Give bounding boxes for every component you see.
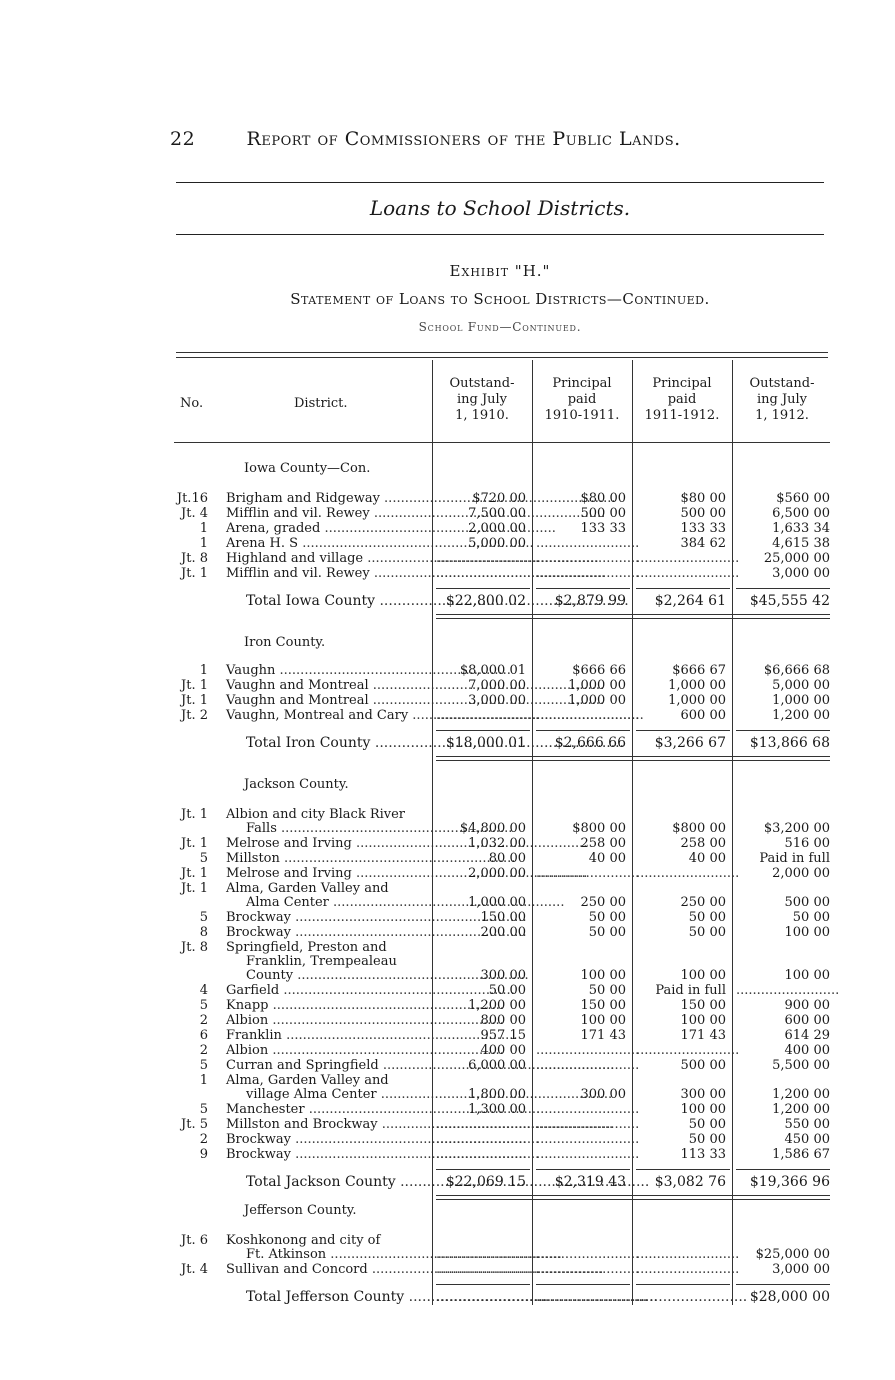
total-rule: [536, 730, 630, 731]
total-rule: [736, 588, 830, 589]
county-heading: Jackson County.: [244, 777, 349, 792]
district-name: Sullivan and Concord .....: [226, 1263, 432, 1277]
row-number: 5: [199, 1102, 208, 1117]
cell-c3: 600 00: [680, 708, 726, 723]
cell-c3: 40 00: [688, 851, 726, 866]
cell-c4: 500 00: [784, 895, 830, 910]
column-divider: [732, 360, 733, 1305]
district-name: Garfield .....: [226, 984, 432, 998]
cell-c4: 900 00: [784, 998, 830, 1013]
total-rule: [636, 1284, 730, 1285]
total-rule: [636, 730, 730, 731]
row-number: Jt. 2: [181, 708, 208, 723]
row-number: Jt. 1: [181, 866, 208, 881]
total-c4: $28,000 00: [749, 1289, 830, 1305]
district-name: Brockway .....: [226, 1133, 432, 1147]
header-rule: [176, 182, 824, 183]
row-number: 1: [199, 521, 208, 536]
district-name-continued: village Alma Center .....: [246, 1088, 432, 1102]
row-number: 2: [199, 1043, 208, 1058]
total-rule: [536, 588, 630, 589]
column-header-paid-1911-1912: [636, 376, 728, 424]
row-number: 2: [199, 1132, 208, 1147]
table-top-rule: [176, 352, 828, 358]
cell-c2: 300 00: [580, 1087, 626, 1102]
column-header-paid-1910-1911: [536, 376, 628, 424]
row-number: Jt. 1: [181, 881, 208, 896]
row-number: 5: [199, 851, 208, 866]
header-line: ing July: [756, 392, 808, 407]
cell-c1: 1,300 00: [468, 1102, 526, 1117]
total-rule: [536, 1284, 630, 1285]
row-number: Jt. 8: [181, 551, 208, 566]
total-c1: $18,000 01: [445, 735, 526, 751]
total-rule: [736, 1284, 830, 1285]
cell-c4: 1,200 00: [772, 1102, 830, 1117]
cell-c2: 250 00: [580, 895, 626, 910]
cell-c1: 1,032 00: [468, 836, 526, 851]
cell-c4: 516 00: [784, 836, 830, 851]
column-header-district: District.: [294, 396, 348, 411]
cell-c1: 50 00: [488, 983, 526, 998]
district-name: Vaughn, Montreal and Cary .....: [226, 709, 432, 723]
cell-c1: 2,000 00: [468, 521, 526, 536]
header-bottom-rule: [174, 442, 830, 443]
cell-c1: 150 00: [480, 910, 526, 925]
cell-c4: 550 00: [784, 1117, 830, 1132]
row-number: Jt. 6: [181, 1233, 208, 1248]
header-line: 1910-1911.: [544, 408, 620, 423]
cell-c2: $800 00: [572, 821, 626, 836]
section-title: Loans to School Districts.: [369, 196, 631, 220]
cell-c3: 133 33: [680, 521, 726, 536]
page-number: 22: [170, 128, 196, 150]
county-total-label: Total Iowa County .....: [246, 594, 434, 608]
cell-c4: 3,000 00: [772, 566, 830, 581]
total-c4: $45,555 42: [749, 593, 830, 609]
district-name: Vaughn .....: [226, 664, 432, 678]
cell-c1: 1,200 00: [468, 998, 526, 1013]
row-number: Jt. 4: [181, 506, 208, 521]
district-name: Brigham and Ridgeway .....: [226, 492, 432, 506]
row-number: Jt. 1: [181, 693, 208, 708]
cell-c1: 7,500 00: [468, 506, 526, 521]
total-c2: .........................: [536, 1289, 648, 1305]
cell-c4: $6,666 68: [763, 663, 830, 678]
cell-c1: 5,000 00: [468, 536, 526, 551]
cell-c1: 400 00: [480, 1043, 526, 1058]
district-name-continued: Ft. Atkinson .....: [246, 1248, 432, 1262]
cell-c4: 5,500 00: [772, 1058, 830, 1073]
row-number: 5: [199, 910, 208, 925]
cell-c1: 1,000 00: [468, 895, 526, 910]
cell-c1: .........................: [436, 1262, 540, 1277]
total-c3: $3,082 76: [654, 1174, 726, 1190]
cell-c3: 150 00: [680, 998, 726, 1013]
cell-c1: 800 00: [480, 1013, 526, 1028]
total-c1: $22,069 15: [445, 1174, 526, 1190]
total-double-rule: [436, 1195, 830, 1200]
header-line: Principal: [652, 376, 712, 391]
cell-c4: .........................: [736, 983, 840, 998]
cell-c2: 500 00: [580, 506, 626, 521]
cell-c3: .........................: [636, 1247, 740, 1262]
district-name: Curran and Springfield .....: [226, 1059, 432, 1073]
cell-c2: .........................: [536, 1117, 640, 1132]
district-name-continued: Franklin, Trempealeau: [246, 954, 397, 969]
county-total-label: Total Jackson County .....: [246, 1175, 434, 1189]
cell-c2: 133 33: [580, 521, 626, 536]
total-rule: [436, 588, 530, 589]
header-line: paid: [667, 392, 697, 407]
cell-c3: 50 00: [688, 925, 726, 940]
row-number: 9: [199, 1147, 208, 1162]
district-name: Manchester .....: [226, 1103, 432, 1117]
district-name: Springfield, Preston and: [226, 940, 387, 955]
header-line: paid: [567, 392, 597, 407]
cell-c2: .........................: [536, 708, 640, 723]
cell-c3: 50 00: [688, 1132, 726, 1147]
total-rule: [436, 1284, 530, 1285]
cell-c4: 50 00: [792, 910, 830, 925]
total-rule: [436, 1169, 530, 1170]
cell-c4: 4,615 38: [772, 536, 830, 551]
cell-c1: 2,000 00: [468, 866, 526, 881]
cell-c4: 1,200 00: [772, 1087, 830, 1102]
row-number: Jt. 1: [181, 836, 208, 851]
cell-c3: 100 00: [680, 968, 726, 983]
cell-c3: $666 67: [672, 663, 726, 678]
cell-c4: 450 00: [784, 1132, 830, 1147]
header-line: 1, 1910.: [455, 408, 509, 423]
district-name: Melrose and Irving .....: [226, 837, 432, 851]
cell-c3: 250 00: [680, 895, 726, 910]
district-name: Brockway .....: [226, 926, 432, 940]
cell-c3: .........................: [636, 551, 740, 566]
total-c3: $3,266 67: [654, 735, 726, 751]
cell-c3: 1,000 00: [668, 678, 726, 693]
cell-c2: .........................: [536, 1147, 640, 1162]
total-c1: .........................: [436, 1289, 548, 1305]
total-c1: $22,800 02: [445, 593, 526, 609]
column-header-outstanding-1912: [736, 376, 828, 424]
district-name: Brockway .....: [226, 1148, 432, 1162]
total-c4: $13,866 68: [749, 735, 830, 751]
county-heading: Iowa County—Con.: [244, 461, 371, 476]
district-name: Vaughn and Montreal .....: [226, 694, 432, 708]
cell-c2: .........................: [536, 1043, 640, 1058]
district-name: Arena, graded .....: [226, 522, 432, 536]
district-name: Alma, Garden Valley and: [226, 881, 389, 896]
district-name: Albion and city Black River: [226, 807, 406, 822]
row-number: 1: [199, 536, 208, 551]
total-rule: [436, 730, 530, 731]
cell-c2: 1,000 00: [568, 693, 626, 708]
district-name: Melrose and Irving .....: [226, 867, 432, 881]
column-divider: [632, 360, 633, 1305]
header-line: Principal: [552, 376, 612, 391]
row-number: 2: [199, 1013, 208, 1028]
cell-c2: .........................: [536, 1247, 640, 1262]
county-heading: Jefferson County.: [244, 1203, 357, 1218]
county-total-label: Total Jefferson County .....: [246, 1290, 434, 1304]
district-name-continued: Alma Center .....: [246, 896, 432, 910]
cell-c3: $800 00: [672, 821, 726, 836]
district-name: Albion .....: [226, 1044, 432, 1058]
cell-c3: 50 00: [688, 910, 726, 925]
cell-c4: $25,000 00: [755, 1247, 830, 1262]
cell-c3: 258 00: [680, 836, 726, 851]
cell-c4: 100 00: [784, 968, 830, 983]
row-number: 1: [199, 663, 208, 678]
cell-c1: 300 00: [480, 968, 526, 983]
cell-c3: 113 33: [680, 1147, 726, 1162]
cell-c3: 171 43: [680, 1028, 726, 1043]
row-number: 6: [199, 1028, 208, 1043]
district-name: Franklin .....: [226, 1029, 432, 1043]
district-name: Koshkonong and city of: [226, 1233, 381, 1248]
cell-c4: $3,200 00: [763, 821, 830, 836]
cell-c3: 500 00: [680, 1058, 726, 1073]
cell-c4: $560 00: [776, 491, 830, 506]
cell-c4: Paid in full: [759, 851, 830, 866]
cell-c3: .........................: [636, 1043, 740, 1058]
row-number: Jt. 8: [181, 940, 208, 955]
total-double-rule: [436, 614, 830, 619]
cell-c4: 614 29: [784, 1028, 830, 1043]
cell-c4: 1,000 00: [772, 693, 830, 708]
cell-c3: 300 00: [680, 1087, 726, 1102]
row-number: Jt.16: [176, 491, 208, 506]
cell-c4: 600 00: [784, 1013, 830, 1028]
cell-c2: 258 00: [580, 836, 626, 851]
cell-c4: 1,633 34: [772, 521, 830, 536]
cell-c1: .........................: [436, 1147, 540, 1162]
cell-c3: 1,000 00: [668, 693, 726, 708]
total-c3: $2,264 61: [654, 593, 726, 609]
cell-c1: 6,000 00: [468, 1058, 526, 1073]
total-rule: [636, 1169, 730, 1170]
cell-c2: 50 00: [588, 983, 626, 998]
district-name: Mifflin and vil. Rewey .....: [226, 567, 432, 581]
district-name: Knapp .....: [226, 999, 432, 1013]
district-name: Arena H. S .....: [226, 537, 432, 551]
cell-c4: 100 00: [784, 925, 830, 940]
header-line: Outstand-: [449, 376, 515, 391]
cell-c1: .........................: [436, 1117, 540, 1132]
cell-c3: 100 00: [680, 1013, 726, 1028]
district-name: Brockway .....: [226, 911, 432, 925]
district-name: Highland and village .....: [226, 552, 432, 566]
district-name-continued: Falls .....: [246, 822, 432, 836]
total-c2: $2,319 43: [554, 1174, 626, 1190]
cell-c1: $8,000 01: [459, 663, 526, 678]
cell-c4: 25,000 00: [763, 551, 830, 566]
cell-c1: 200 00: [480, 925, 526, 940]
column-header-outstanding-1910: [436, 376, 528, 424]
cell-c4: 1,200 00: [772, 708, 830, 723]
row-number: 5: [199, 998, 208, 1013]
cell-c1: $4,800 00: [459, 821, 526, 836]
cell-c1: .........................: [436, 1247, 540, 1262]
cell-c1: 7,000 00: [468, 678, 526, 693]
cell-c2: .........................: [536, 1262, 640, 1277]
row-number: 1: [199, 1073, 208, 1088]
cell-c3: .........................: [636, 566, 740, 581]
running-header: [170, 128, 770, 150]
cell-c4: 1,586 67: [772, 1147, 830, 1162]
cell-c3: 50 00: [688, 1117, 726, 1132]
cell-c2: 100 00: [580, 1013, 626, 1028]
district-name: Vaughn and Montreal .....: [226, 679, 432, 693]
cell-c2: 40 00: [588, 851, 626, 866]
cell-c2: .........................: [536, 566, 640, 581]
fund-label: School Fund—Continued.: [418, 320, 582, 334]
exhibit-label: Exhibit "H.": [449, 262, 551, 280]
header-line: 1, 1912.: [755, 408, 809, 423]
statement-title: Statement of Loans to School Districts—Continued.: [290, 290, 710, 308]
cell-c2: 171 43: [580, 1028, 626, 1043]
column-header-no: No.: [180, 396, 204, 411]
cell-c1: .........................: [436, 551, 540, 566]
row-number: 4: [199, 983, 208, 998]
total-c4: $19,366 96: [749, 1174, 830, 1190]
cell-c1: .........................: [436, 708, 540, 723]
cell-c4: 5,000 00: [772, 678, 830, 693]
cell-c2: 50 00: [588, 910, 626, 925]
cell-c4: 400 00: [784, 1043, 830, 1058]
cell-c2: .........................: [536, 1102, 640, 1117]
cell-c2: 1,000 00: [568, 678, 626, 693]
row-number: Jt. 1: [181, 807, 208, 822]
cell-c1: 3,000 00: [468, 693, 526, 708]
cell-c2: $80 00: [580, 491, 626, 506]
cell-c1: 1,800 00: [468, 1087, 526, 1102]
cell-c2: .........................: [536, 536, 640, 551]
total-rule: [536, 1169, 630, 1170]
cell-c1: $720 00: [472, 491, 526, 506]
row-number: 8: [199, 925, 208, 940]
report-title: Report of Commissioners of the Public Lands.: [246, 128, 681, 150]
district-name: Mifflin and vil. Rewey .....: [226, 507, 432, 521]
row-number: Jt. 1: [181, 566, 208, 581]
district-name: Alma, Garden Valley and: [226, 1073, 389, 1088]
cell-c3: 500 00: [680, 506, 726, 521]
cell-c2: 100 00: [580, 968, 626, 983]
cell-c1: 957 15: [480, 1028, 526, 1043]
cell-c2: .........................: [536, 1132, 640, 1147]
cell-c2: 150 00: [580, 998, 626, 1013]
row-number: 5: [199, 1058, 208, 1073]
total-c2: $2,879 99: [554, 593, 626, 609]
district-name-continued: County .....: [246, 969, 432, 983]
district-name: Albion .....: [226, 1014, 432, 1028]
row-number: Jt. 4: [181, 1262, 208, 1277]
cell-c3: .........................: [636, 866, 740, 881]
cell-c1: .........................: [436, 566, 540, 581]
cell-c2: .........................: [536, 1058, 640, 1073]
district-name: Millston .....: [226, 852, 432, 866]
section-rule: [176, 234, 824, 235]
header-line: Outstand-: [749, 376, 815, 391]
cell-c2: 50 00: [588, 925, 626, 940]
header-line: ing July: [456, 392, 508, 407]
cell-c3: $80 00: [680, 491, 726, 506]
cell-c4: 6,500 00: [772, 506, 830, 521]
cell-c2: .........................: [536, 866, 640, 881]
county-heading: Iron County.: [244, 635, 326, 650]
cell-c1: .........................: [436, 1132, 540, 1147]
total-rule: [736, 1169, 830, 1170]
total-c3: .........................: [636, 1289, 748, 1305]
cell-c4: 2,000 00: [772, 866, 830, 881]
cell-c3: 384 62: [680, 536, 726, 551]
total-c2: $2,666 66: [554, 735, 626, 751]
cell-c3: Paid in full: [655, 983, 726, 998]
row-number: Jt. 5: [181, 1117, 208, 1132]
district-name: Millston and Brockway .....: [226, 1118, 432, 1132]
total-rule: [736, 730, 830, 731]
cell-c4: 3,000 00: [772, 1262, 830, 1277]
cell-c3: 100 00: [680, 1102, 726, 1117]
row-number: Jt. 1: [181, 678, 208, 693]
total-double-rule: [436, 756, 830, 761]
cell-c2: .........................: [536, 551, 640, 566]
cell-c3: .........................: [636, 1262, 740, 1277]
cell-c2: $666 66: [572, 663, 626, 678]
total-rule: [636, 588, 730, 589]
header-line: 1911-1912.: [644, 408, 720, 423]
county-total-label: Total Iron County .....: [246, 736, 434, 750]
cell-c1: 80 00: [488, 851, 526, 866]
